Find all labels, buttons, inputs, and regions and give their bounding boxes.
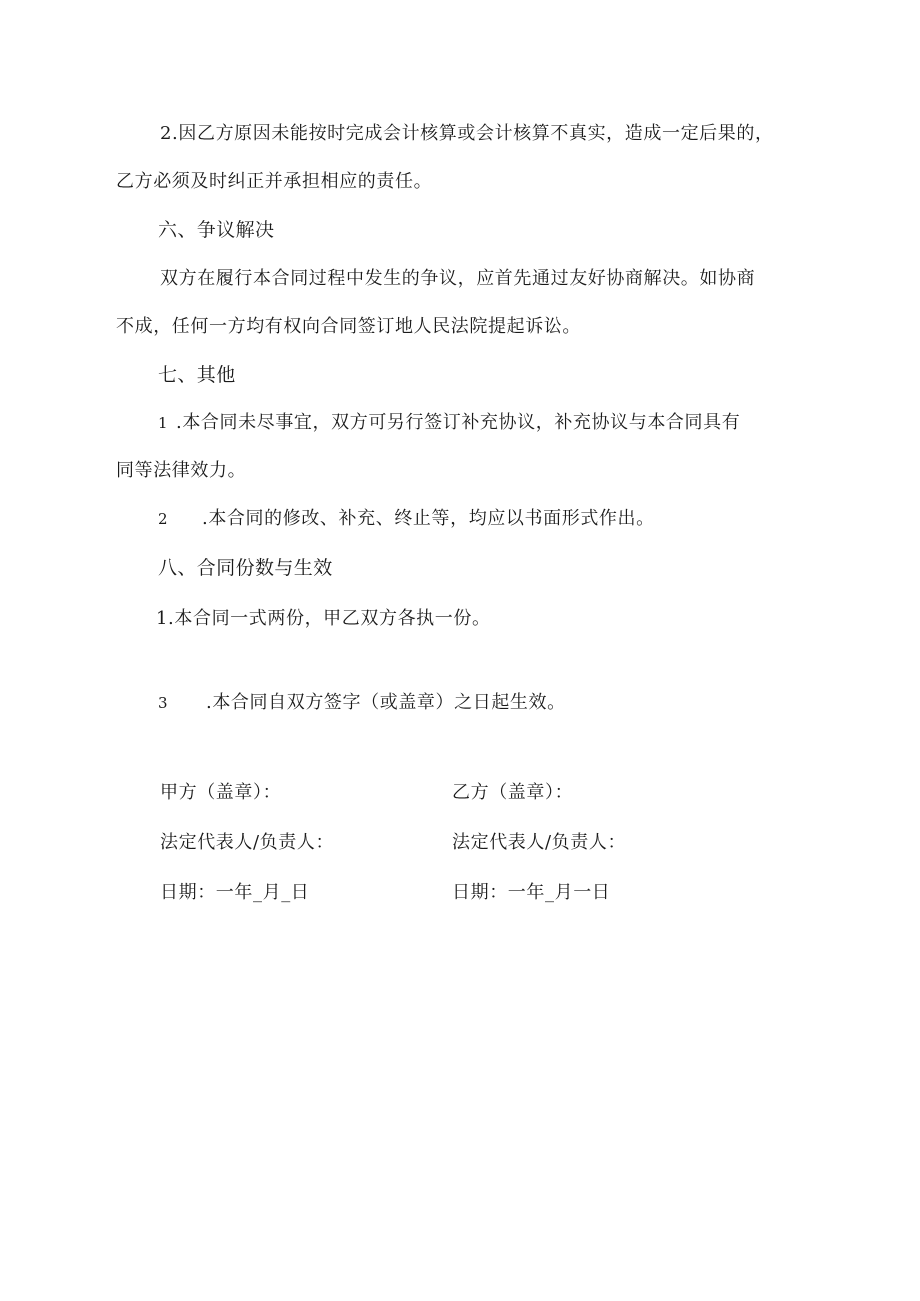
- section7-item2: [158, 507, 655, 531]
- section7-item1-text: .本合同未尽事宜，双方可另行签订补充协议，补充协议与本合同具有: [176, 412, 741, 433]
- section5-item2-line1: 2.因乙方原因未能按时完成会计核算或会计核算不真实，造成一定后果的，: [160, 123, 774, 144]
- section7-item2-text: .本合同的修改、补充、终止等，均应以书面形式作出。: [202, 508, 655, 529]
- section8-item3-number: 3: [158, 694, 169, 712]
- section7-item2-number: 2: [158, 510, 169, 528]
- section5-item2-line2: 乙方必须及时纠正并承担相应的责任。: [116, 171, 433, 192]
- section7-item1-line1: [158, 411, 740, 435]
- section7-item1-line2: 同等法律效力。: [116, 460, 247, 481]
- section8-item3: [158, 691, 566, 715]
- party-b-representative-label: 法定代表人/负责人：: [452, 832, 627, 853]
- section6-para-line1: 双方在履行本合同过程中发生的争议，应首先通过友好协商解决。如协商: [160, 268, 756, 289]
- section8-item1: 1.本合同一式两份，甲乙双方各执一份。: [156, 608, 491, 629]
- party-b-seal-label: 乙方（盖章）：: [452, 782, 574, 803]
- section8-item3-text: .本合同自双方签字（或盖章）之日起生效。: [206, 692, 566, 713]
- section6-para-line2: 不成，任何一方均有权向合同签订地人民法院提起诉讼。: [116, 316, 581, 337]
- section7-heading: 七、其他: [158, 364, 236, 386]
- party-a-representative-label: 法定代表人/负责人：: [160, 832, 335, 853]
- section7-item1-number: 1: [158, 414, 169, 432]
- party-a-date-label: 日期：一年_月_日: [160, 882, 310, 903]
- party-b-date-label: 日期：一年_月一日: [452, 882, 611, 903]
- section6-heading: 六、争议解决: [158, 219, 275, 241]
- section8-heading: 八、合同份数与生效: [158, 557, 333, 579]
- party-a-seal-label: 甲方（盖章）：: [160, 782, 282, 803]
